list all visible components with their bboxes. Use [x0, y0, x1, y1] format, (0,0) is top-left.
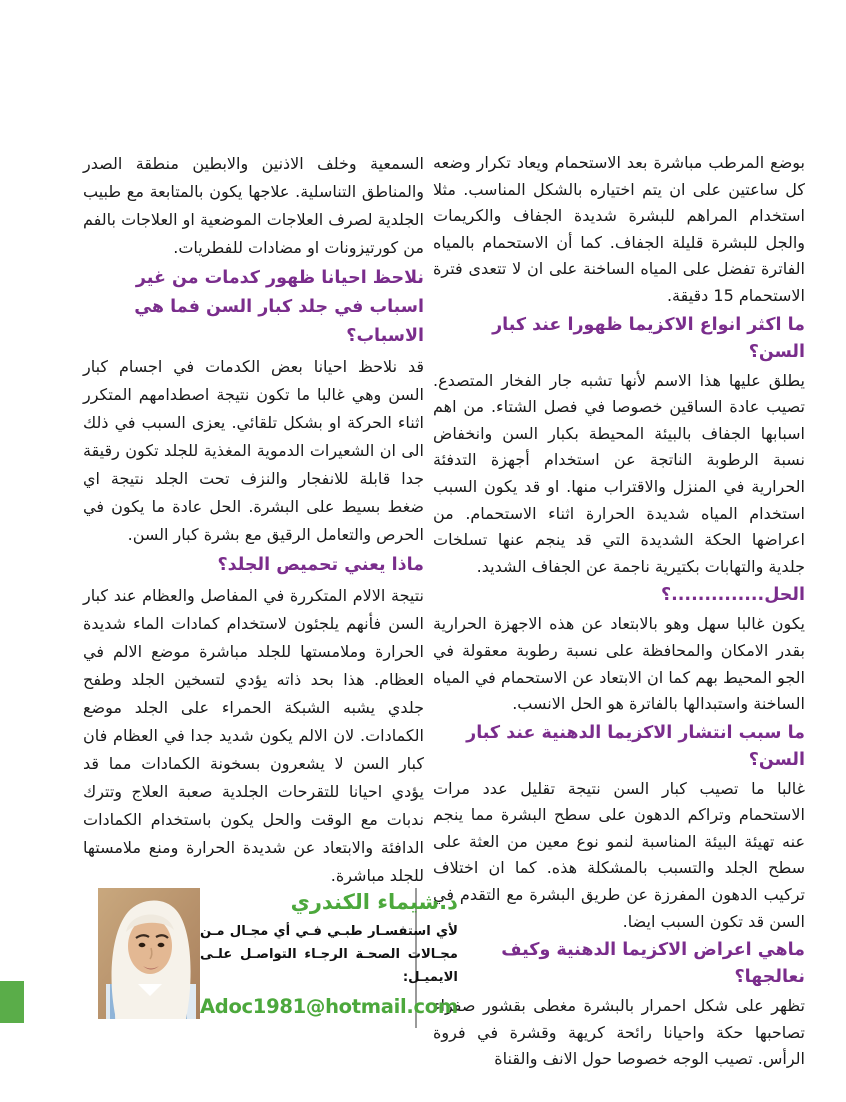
author-name: د.شيماء الكندري	[290, 890, 458, 914]
question-heading: الحل..............؟	[660, 585, 805, 606]
author-contact-note: لأي استفسـار طبـي فـي أي مجـال مـن مجـالات الصحـة الرجـاء التواصـل علـى الايميـل:	[200, 924, 458, 985]
question-heading: ماذا يعني تحميص الجلد؟	[217, 555, 424, 575]
article-column-left	[83, 150, 424, 890]
author-photo	[98, 888, 200, 1019]
article-paragraph: غالبا ما تصيب كبار السن نتيجة تقليل عدد مرات الاستحمام وتراكم الدهون على سطح البشرة مما ينجم عنه تهيئة البيئة المناسبة لنمو نوع معين من العثة على سطح الجلد والتسبب بالمشكلة هذه. كما ان اختلاف تركيب الدهون المفرزة عن طريق البشرة مع التقدم في السن قد تكون السبب ايضا.	[433, 778, 805, 931]
article-paragraph: يطلق عليها هذا الاسم لأنها تشبه جار الفخار المتصدع. تصيب عادة الساقين خصوصا في فصل الشتاء. من اهم اسبابها الجفاف بالبيئة المحيطة بكبار السن وانخفاض نسبة الرطوبة الناتجة عن استخدام أجهزة التدفئة الحرارية في المنزل والاقتراب منها. او قد يكون السبب استخدام المياه شديدة الحرارة اثناء الاستحمام. من اعراضها الحكة الشديدة التي قد ينجم عنها تسلخات جلدية والتهابات بكتيرية ناجمة عن الجفاف الشديد.	[433, 370, 805, 576]
article-paragraph: بوضع المرطب مباشرة بعد الاستحمام ويعاد تكرار وضعه كل ساعتين على ان يتم اختياره بالشكل المناسب. مثلا استخدام المراهم للبشرة شديدة الجفاف والكريمات والجل للبشرة قليلة الجفاف. كما أن الاستحمام بالمياه الفاترة تفضل على المياه الساخنة على ان لا تتعدى فترة الاستحمام 15 دقيقة.	[433, 153, 805, 305]
article-column-right	[433, 150, 805, 1073]
article-paragraph: يكون غالبا سهل وهو بالابتعاد عن هذه الاجهزة الحرارية بقدر الامكان والمحافظة على نسبة رطوبة معقولة في الجو المحيط بهم كما ان الابتعاد عن الاستحمام في المياه الساخنة واستبدالها بالفاترة هو الحل الانسب.	[433, 614, 805, 714]
page-edge-accent-block	[0, 981, 24, 1023]
author-email: Adoc1981@hotmail.com	[200, 995, 458, 1018]
question-heading: ماهي اعراض الاكزيما الدهنية وكيف نعالجها؟	[501, 940, 805, 988]
question-heading: ما اكثر انواع الاكزيما ظهورا عند كبار السن؟	[492, 314, 805, 362]
author-box	[98, 888, 458, 1028]
question-heading: نلاحظ احيانا ظهور كدمات من غير اسباب في جلد كبار السن فما هي الاسباب؟	[134, 268, 424, 346]
author-info	[200, 888, 468, 1028]
author-portrait-illustration	[98, 888, 200, 1019]
article-paragraph: تظهر على شكل احمرار بالبشرة مغطى بقشور صفراء تصاحبها حكة واحيانا رائحة كريهة وقشرة في فروة الرأس. تصيب الوجه خصوصا حول الانف والقناة	[433, 996, 805, 1069]
article-paragraph: السمعية وخلف الاذنين والابطين منطقة الصدر والمناطق التناسلية. علاجها يكون بالمتابعة مع طبيب الجلدية لصرف العلاجات الموضعية او العلاجات بالفم من كورتيزونات او مضادات للفطريات.	[83, 154, 424, 257]
article-paragraph: نتيجة الالام المتكررة في المفاصل والعظام عند كبار السن فأنهم يلجئون لاستخدام كمادات الماء شديدة الحرارة وملامستها للجلد مباشرة موضع الالم في العظام. هذا بحد ذاته يؤدي لتسخين الجلد وطفح جلدي يشبه الشبكة الحمراء على الجلد موضع الكمادات. لان الالم يكون شديد جدا في العظام فان كبار السن لا يشعرون بسخونة الكمادات مما قد يؤدي احيانا للتقرحات الجلدية صعبة العلاج وتترك ندبات مع الوقت والحل يكون باستخدام الكمادات الدافئة والابتعاد عن شديدة الحرارة ومنع ملامستها للجلد مباشرة.	[83, 586, 424, 885]
question-heading: ما سبب انتشار الاكزيما الدهنية عند كبار السن؟	[466, 722, 805, 770]
article-paragraph: قد نلاحظ احيانا بعض الكدمات في اجسام كبار السن وهي غالبا ما تكون نتيجة اصطدامهم المتكرر اثناء الحركة او بشكل تلقائي. يعزى السبب في ذلك الى ان الشعيرات الدموية المغذية للجلد تكون رقيقة جدا قابلة للانفجار والنزف تحت الجلد نتيجة اي ضغط بسيط على البشرة. الحل عادة ما يكون في الحرص والتعامل الرقيق مع بشرة كبار السن.	[83, 357, 424, 544]
